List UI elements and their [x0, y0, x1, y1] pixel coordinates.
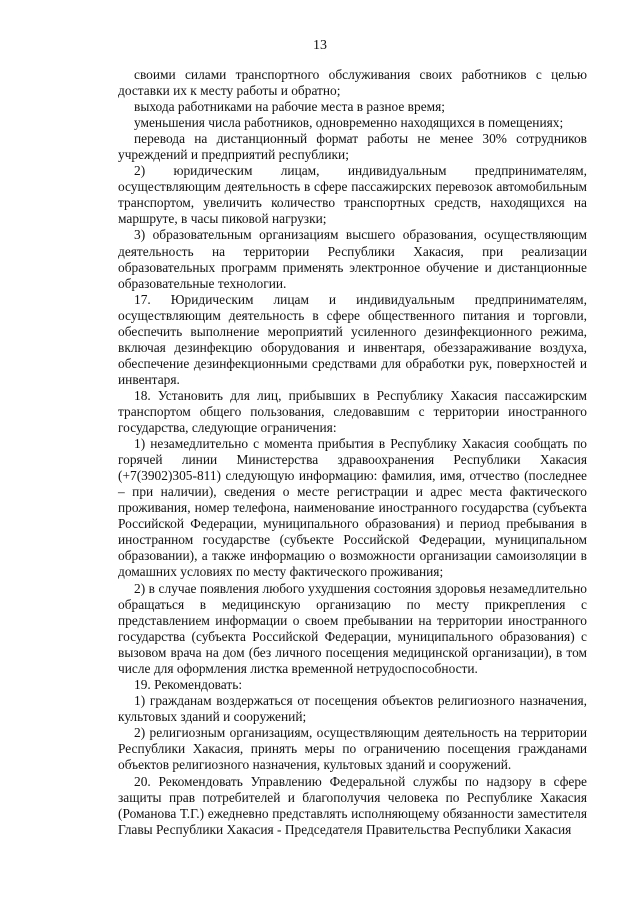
paragraph: 2) юридическим лицам, индивидуальным предпринимателям, осуществляющим деятельность в сфере пассажирских перевозок автомобильным транспортом, увеличить количество транспортных средств, находящихся на маршруте, в часы пиковой нагрузки; — [118, 163, 587, 227]
paragraph: 3) образовательным организациям высшего образования, осуществляющим деятельность на территории Республики Хакасия, при реализации образовательных программ применять электронное обучение и дистанционные образовательные технологии. — [118, 227, 587, 291]
paragraph: 18. Установить для лиц, прибывших в Республику Хакасия пассажирским транспортом общего пользования, следовавшим с территории иностранного государства, следующие ограничения: — [118, 387, 587, 436]
paragraph: своими силами транспортного обслуживания своих работников с целью доставки их к месту работы и обратно; — [118, 67, 587, 99]
paragraph: уменьшения числа работников, одновременно находящихся в помещениях; — [134, 115, 564, 131]
paragraph: перевода на дистанционный формат работы не менее 30% сотрудников учреждений и предприятий республики; — [118, 131, 587, 163]
paragraph: 17. Юридическим лицам и индивидуальным предпринимателям, осуществляющим деятельность в сфере общественного питания и торговли, обеспечить выполнение мероприятий усиленного дезинфекционного режима, включая дезинфекцию оборудования и инвентаря, обеззараживание воздуха, обеспечение дезинфекционными средствами для обработки рук, поверхностей и инвентаря. — [118, 291, 587, 387]
paragraph: выхода работниками на рабочие места в разное время; — [134, 99, 445, 115]
paragraph: 2) в случае появления любого ухудшения состояния здоровья незамедлительно обращаться в медицинскую организацию по месту прикрепления с представлением информации о своем пребывании на территории иностранного государства (субъекта Российской Федерации, муниципального образования) с вызовом врача на дом (без личного посещения медицинской организации), в том числе для оформления листка временной нетрудоспособности. — [118, 580, 587, 676]
paragraph: 2) религиозным организациям, осуществляющим деятельность на территории Республики Хакасия, принять меры по ограничению посещения гражданами объектов религиозного назначения, культовых зданий и сооружений. — [118, 724, 587, 773]
document-body — [118, 67, 587, 838]
paragraph: 1) гражданам воздержаться от посещения объектов религиозного назначения, культовых зданий и сооружений; — [118, 692, 587, 724]
page-number: 13 — [313, 38, 327, 53]
paragraph: 19. Рекомендовать: — [134, 676, 243, 692]
paragraph: 1) незамедлительно с момента прибытия в Республику Хакасия сообщать по горячей линии Министерства здравоохранения Республики Хакасия (+7(3902)305-811) следующую информацию: фамилия, имя, отчество (последнее – при наличии), сведения о месте регистрации и адрес места фактического проживания, номер телефона, наименование иностранного государства (субъекта Российской Федерации, муниципального образования) и период пребывания в иностранном государстве (субъекте Российской Федерации, муниципальном образовании), а также информацию о возможности организации самоизоляции в домашних условиях по месту фактического проживания; — [118, 436, 587, 580]
paragraph: 20. Рекомендовать Управлению Федеральной службы по надзору в сфере защиты прав потребителей и благополучия человека по Республике Хакасия (Романова Т.Г.) ежедневно представлять исполняющему обязанности заместителя Главы Республики Хакасия - Председателя Правительства Республики Хакасия — [118, 774, 587, 838]
